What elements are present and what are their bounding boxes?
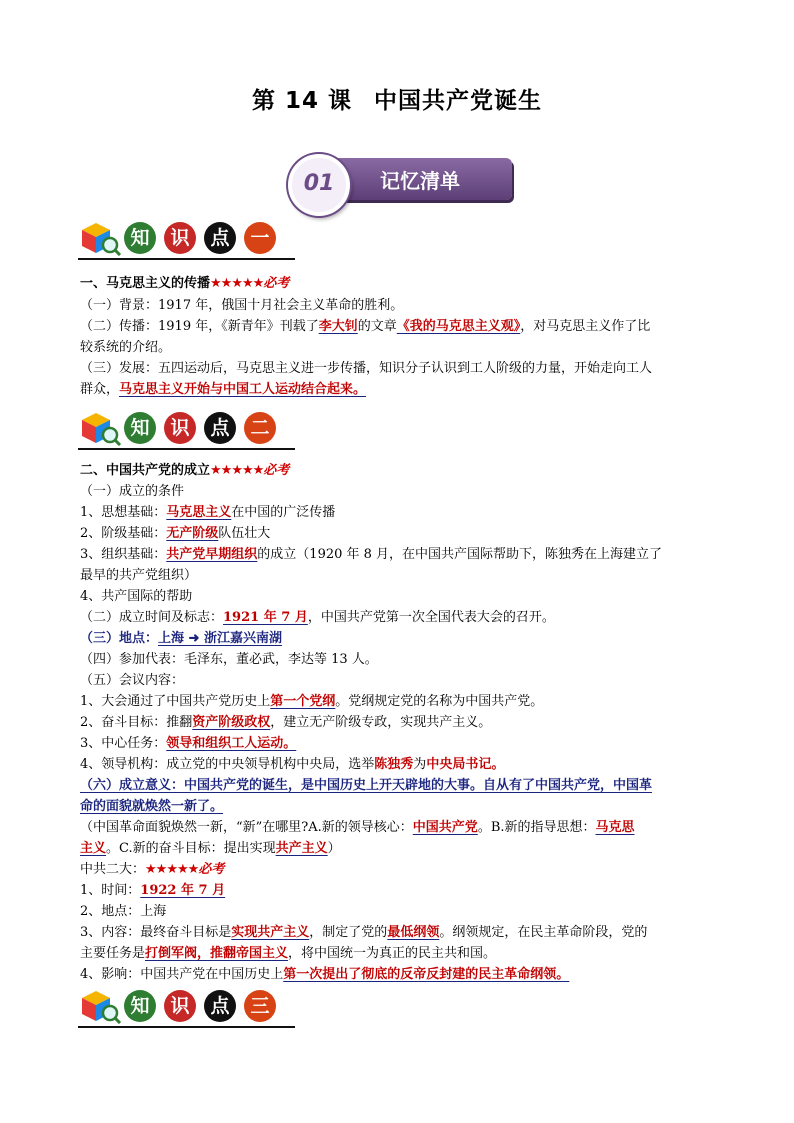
sec2-line: （四）参加代表：毛泽东，董必武，李达等 13 人。 xyxy=(80,652,378,667)
sec2-line: 1、时间：1922 年 7 月 xyxy=(80,883,226,898)
badge-dian: 点 xyxy=(204,222,236,254)
lesson-name: 中国共产党诞生 xyxy=(374,88,543,114)
sec2-line: 2、奋斗目标：推翻资产阶级政权，建立无产阶级专政，实现共产主义。 xyxy=(80,715,492,730)
sec2-line: （五）会议内容： xyxy=(80,673,185,688)
star-rating: ★★★★★ xyxy=(210,463,264,478)
sec1-line: （三）发展：五四运动后，马克思主义进一步传播，知识分子认识到工人阶级的力量，开始走向工人 xyxy=(80,361,653,376)
badge-number-3: 三 xyxy=(244,990,276,1022)
sec2-heading: 二、中国共产党的成立★★★★★必考 xyxy=(80,463,290,478)
sec2-line: （二）成立时间及标志：1921 年 7 月，中国共产党第一次全国代表大会的召开。 xyxy=(80,610,555,625)
badge-dian: 点 xyxy=(204,412,236,444)
badge-zhi: 知 xyxy=(124,412,156,444)
sec1-line: 较系统的介绍。 xyxy=(80,340,172,355)
sec2-line: 4、共产国际的帮助 xyxy=(80,589,193,604)
sec2-line: 3、内容：最终奋斗目标是实现共产主义，制定了党的最低纲领。纲领规定，在民主革命阶段，党的 xyxy=(80,925,648,940)
memory-list-banner xyxy=(288,156,528,212)
sec2-line: 2、阶级基础：无产阶级队伍壮大 xyxy=(80,526,271,541)
sec2-line: 1、大会通过了中国共产党历史上第一个党纲。党纲规定党的名称为中国共产党。 xyxy=(80,694,544,709)
memory-list-number-circle xyxy=(288,154,350,216)
knowledge-point-header-2 xyxy=(78,408,318,450)
sec1-line: （二）传播：1919 年，《新青年》刊载了李大钊的文章《我的马克思主义观》，对马克思主义作了比 xyxy=(80,319,651,334)
sec2-line: 1、思想基础：马克思主义在中国的广泛传播 xyxy=(80,505,336,520)
lesson-number: 第 14 课 xyxy=(251,88,353,114)
sec2-line: （三）地点：上海 ➜ 浙江嘉兴南湖 xyxy=(80,631,282,646)
knowledge-point-header-1 xyxy=(78,218,318,260)
sec2-line: 最早的共产党组织） xyxy=(80,568,198,583)
cube-magnifier-icon xyxy=(78,410,122,446)
badge-number-1: 一 xyxy=(244,222,276,254)
badge-shi: 识 xyxy=(164,412,196,444)
header-underline xyxy=(78,448,295,450)
knowledge-point-header-3 xyxy=(78,986,318,1028)
page-title xyxy=(0,82,794,115)
sec2-line: 3、中心任务：领导和组织工人运动。 xyxy=(80,736,297,751)
sec2-line: 4、领导机构：成立党的中央领导机构中央局，选举陈独秀为中央局书记。 xyxy=(80,757,505,772)
sec2-line: 主要任务是打倒军阀，推翻帝国主义，将中国统一为真正的民主共和国。 xyxy=(80,946,497,961)
cube-magnifier-icon xyxy=(78,988,122,1024)
badge-shi: 识 xyxy=(164,990,196,1022)
sec1-line: （一）背景：1917 年，俄国十月社会主义革命的胜利。 xyxy=(80,298,404,313)
cube-magnifier-icon xyxy=(78,220,122,256)
sec2-significance: 命的面貌就焕然一新了。 xyxy=(80,799,224,814)
badge-dian: 点 xyxy=(204,990,236,1022)
header-underline xyxy=(78,1026,295,1028)
header-underline xyxy=(78,258,295,260)
memory-list-label: 记忆清单 xyxy=(380,169,460,193)
memory-list-bar xyxy=(328,158,512,200)
badge-zhi: 知 xyxy=(124,990,156,1022)
sec2-line: 4、影响：中国共产党在中国历史上第一次提出了彻底的反帝反封建的民主革命纲领。 xyxy=(80,967,570,982)
sec2-line: （中国革命面貌焕然一新，“新”在哪里?A.新的领导核心：中国共产党。B.新的指导思想：马克思 xyxy=(80,820,635,835)
second-congress-heading: 中共二大：★★★★★必考 xyxy=(80,862,225,877)
memory-list-number: 01 xyxy=(303,171,335,196)
sec2-line: 2、地点：上海 xyxy=(80,904,167,919)
sec1-heading: 一、马克思主义的传播★★★★★必考 xyxy=(80,276,290,291)
sec2-line: 主义。C.新的奋斗目标：提出实现共产主义） xyxy=(80,841,341,856)
star-rating: ★★★★★ xyxy=(210,276,264,291)
badge-number-2: 二 xyxy=(244,412,276,444)
sec1-line: 群众，马克思主义开始与中国工人运动结合起来。 xyxy=(80,382,367,397)
sec2-line: （一）成立的条件 xyxy=(80,484,185,499)
badge-zhi: 知 xyxy=(124,222,156,254)
sec2-line: 3、组织基础：共产党早期组织的成立（1920 年 8 月，在中国共产国际帮助下，陈独秀在上海建立了 xyxy=(80,547,663,562)
star-rating: ★★★★★ xyxy=(145,862,199,877)
sec2-significance: （六）成立意义：中国共产党的诞生，是中国历史上开天辟地的大事。自从有了中国共产党，中国革 xyxy=(80,778,653,793)
badge-shi: 识 xyxy=(164,222,196,254)
